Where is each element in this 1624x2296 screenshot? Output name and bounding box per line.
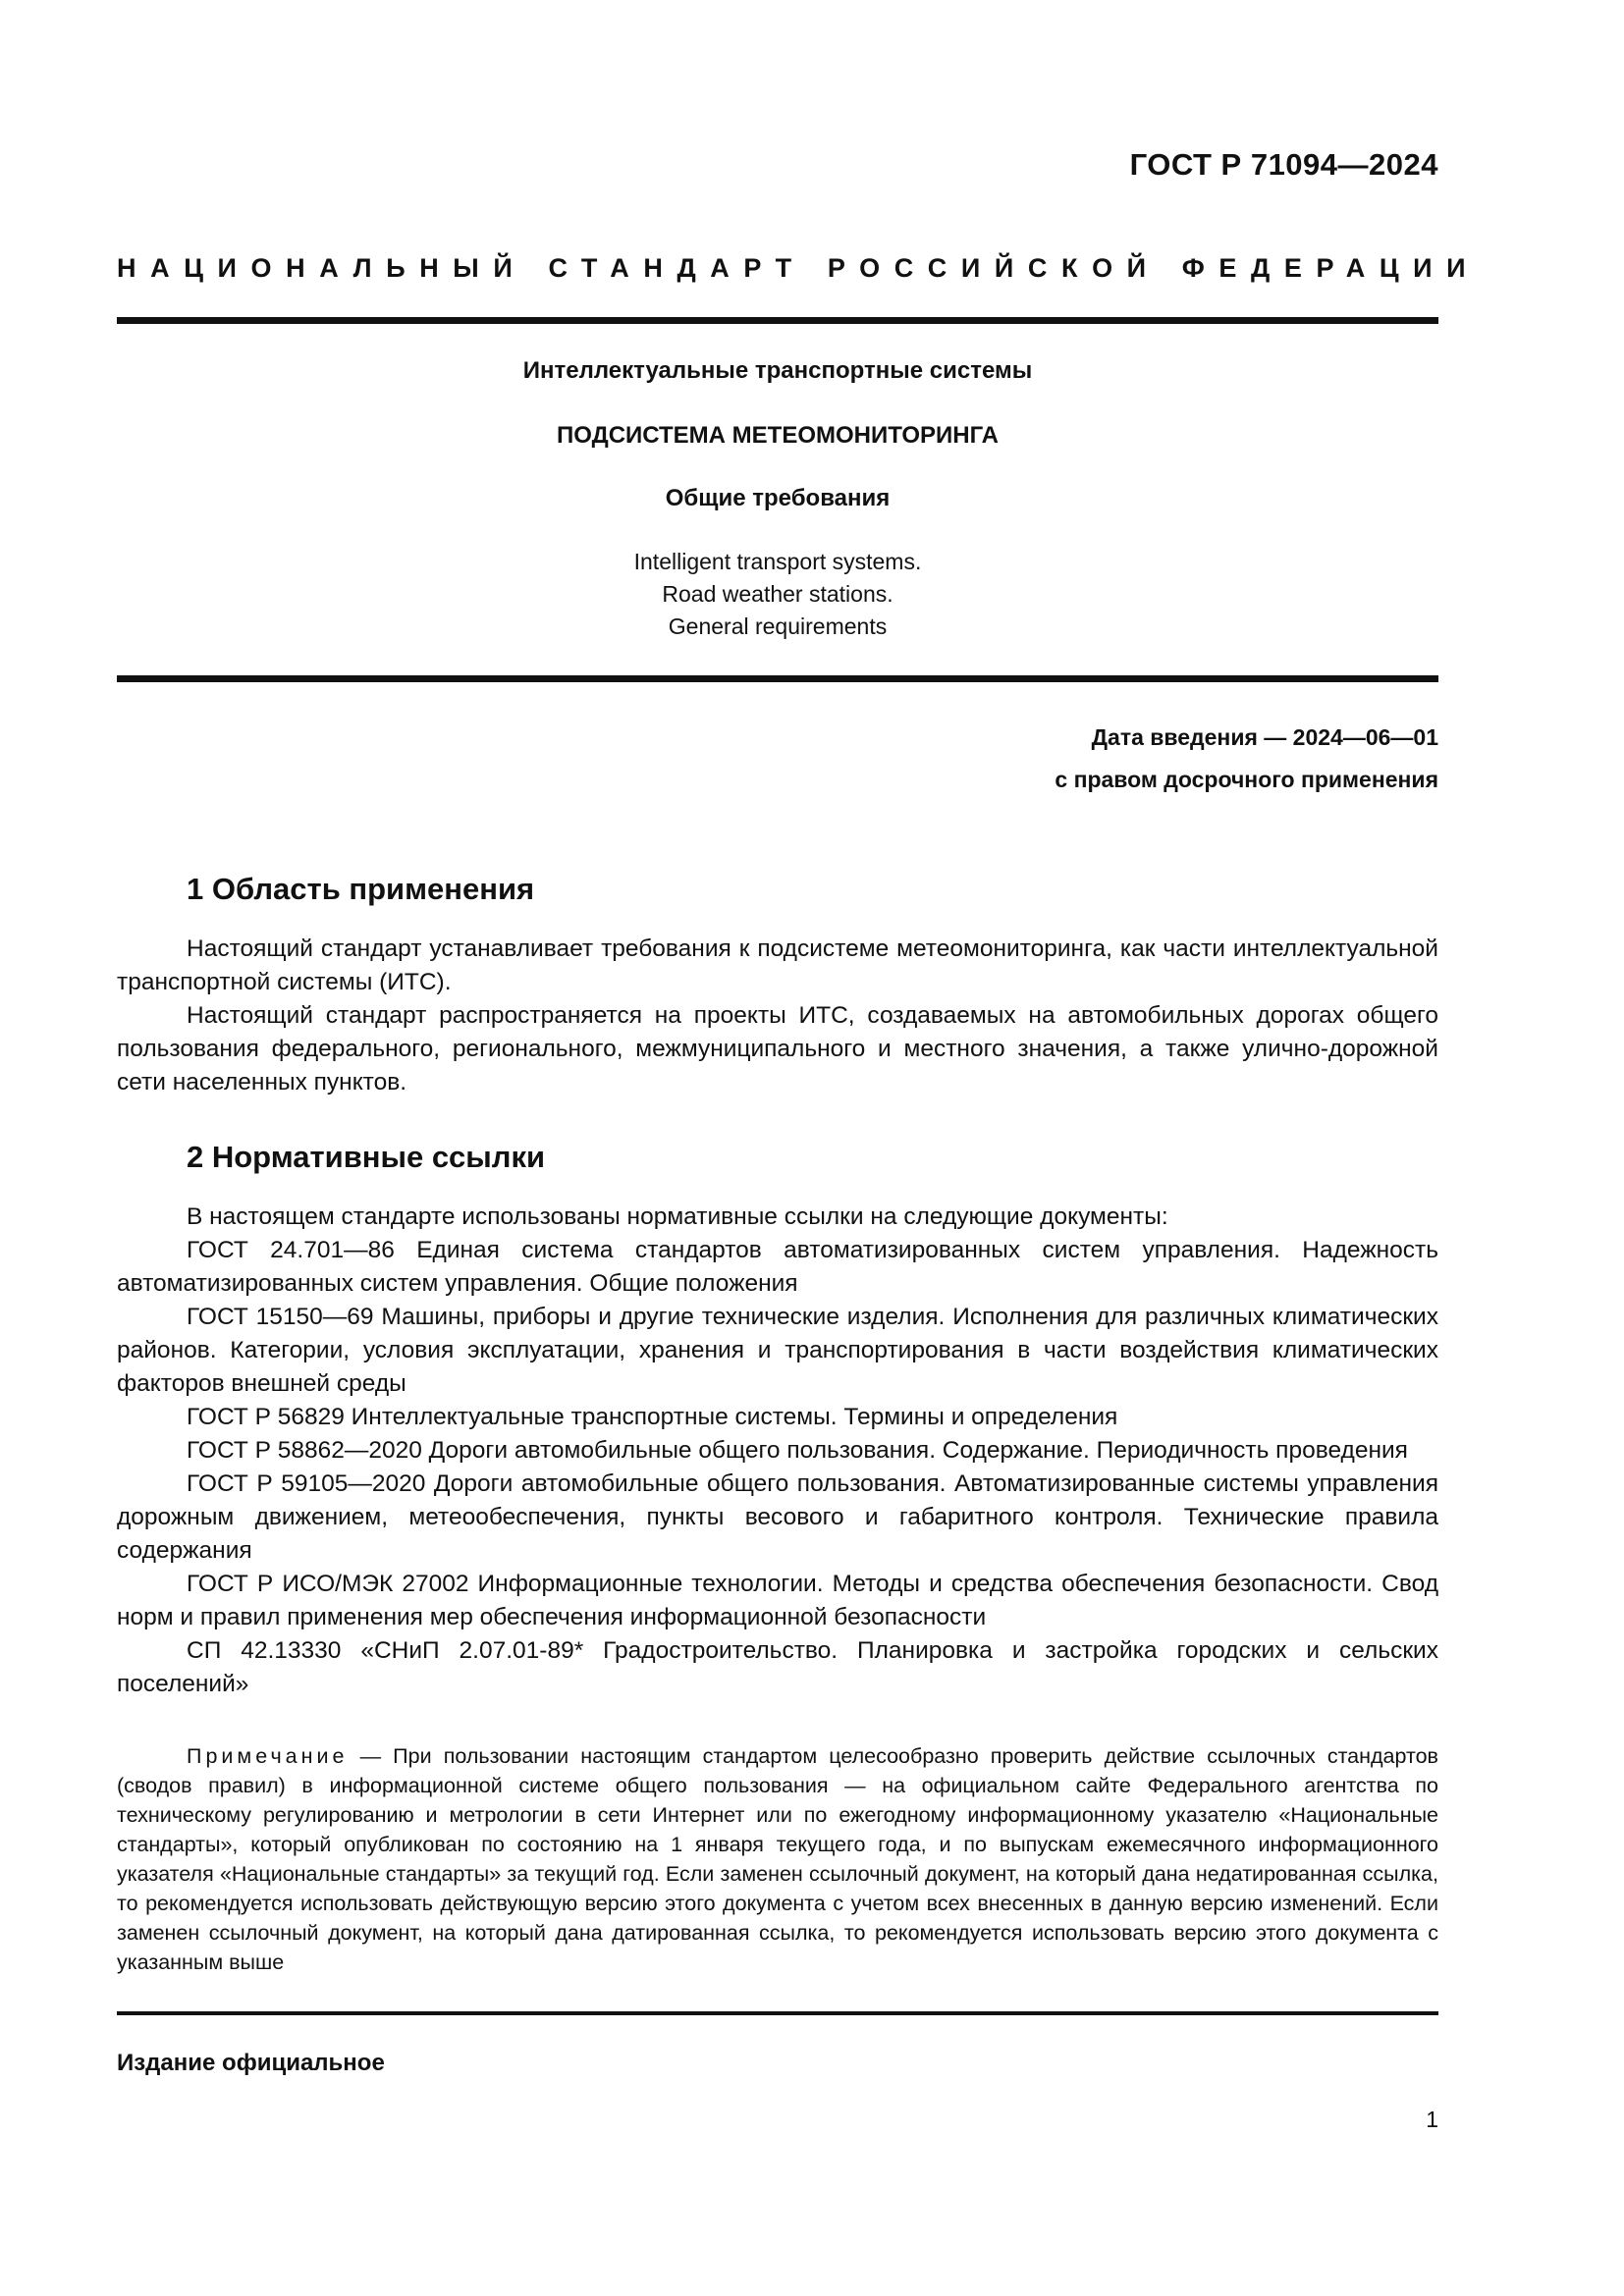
note-body: — При пользовании настоящим стандартом целесообразно проверить действие ссылочных стандартов (сводов правил) в информационной системе общего пользования — на официальном сайте Федерального агентства по техническому регулированию и метрологии в сети Интернет или по ежегодному информационному указателю «Национальные стандарты», который опубликован по состоянию на 1 января текущего года, и по выпускам ежемесячного информационного указателя «Национальные стандарты» за текущий год. Если заменен ссылочный документ, на который дана недатированная ссылка, то рекомендуется использовать действующую версию этого документа с учетом всех внесенных в данную версию изменений. Если заменен ссылочный документ, на который дана датированная ссылка, то рекомендуется использовать версию этого документа с указанным выше [117, 1744, 1438, 1974]
reference-item: ГОСТ 15150—69 Машины, приборы и другие технические изделия. Исполнения для различных климатических районов. Категории, условия эксплуатации, хранения и транспортирования в части воздействия климатических факторов внешней среды [117, 1304, 1438, 1397]
english-title-line: General requirements [668, 614, 888, 639]
early-application-note: с правом досрочного применения [1055, 767, 1438, 792]
title-bottom-divider [117, 675, 1438, 682]
reference-item: ГОСТ Р 58862—2020 Дороги автомобильные общего пользования. Содержание. Периодичность проведения [187, 1437, 1408, 1464]
sub-title: Общие требования [665, 485, 891, 511]
english-title [117, 546, 1438, 643]
main-title: ПОДСИСТЕМА МЕТЕОМОНИТОРИНГА [557, 422, 999, 449]
section-1-heading: 1 Область применения [187, 872, 535, 906]
top-divider [117, 317, 1438, 324]
reference-item: ГОСТ Р 59105—2020 Дороги автомобильные общего пользования. Автоматизированные системы управления дорожным движением, метеообеспечения, пункты весового и габаритного контроля. Технические правила содержания [117, 1470, 1438, 1564]
reference-item: СП 42.13330 «СНиП 2.07.01-89* Градостроительство. Планировка и застройка городских и сельских поселений» [117, 1637, 1438, 1697]
introduction-date: Дата введения — 2024—06—01 [1091, 724, 1438, 750]
standard-number: ГОСТ Р 71094—2024 [1129, 147, 1438, 182]
section-1-body [117, 933, 1438, 1099]
reference-item: ГОСТ 24.701—86 Единая система стандартов автоматизированных систем управления. Надежность автоматизированных систем управления. Общие положения [117, 1237, 1438, 1297]
english-title-line: Road weather stations. [662, 581, 893, 607]
note-label: Примечание [187, 1744, 349, 1768]
page-number: 1 [1426, 2107, 1438, 2132]
paragraph: Настоящий стандарт распространяется на проекты ИТС, создаваемых на автомобильных дорогах общего пользования федерального, регионального, межмуниципального и местного значения, а также улично-дорожной сети населенных пунктов. [117, 1002, 1438, 1095]
edition-label: Издание официальное [117, 2050, 385, 2076]
national-standard-title: НАЦИОНАЛЬНЫЙ СТАНДАРТ РОССИЙСКОЙ ФЕДЕРАЦИИ [117, 253, 1481, 283]
paragraph: В настоящем стандарте использованы нормативные ссылки на следующие документы: [187, 1203, 1168, 1230]
section-2-heading: 2 Нормативные ссылки [187, 1140, 546, 1174]
footer-divider [117, 2011, 1438, 2015]
series-title: Интеллектуальные транспортные системы [522, 357, 1033, 384]
note [117, 1741, 1438, 1977]
date-block [1055, 717, 1438, 801]
reference-item: ГОСТ Р 56829 Интеллектуальные транспортные системы. Термины и определения [187, 1404, 1118, 1430]
paragraph: Настоящий стандарт устанавливает требования к подсистеме метеомониторинга, как части интеллектуальной транспортной системы (ИТС). [117, 935, 1438, 995]
english-title-line: Intelligent transport systems. [633, 549, 922, 574]
section-2-body [117, 1201, 1438, 1701]
reference-item: ГОСТ Р ИСО/МЭК 27002 Информационные технологии. Методы и средства обеспечения безопасности. Свод норм и правил применения мер обеспечения информационной безопасности [117, 1571, 1438, 1630]
